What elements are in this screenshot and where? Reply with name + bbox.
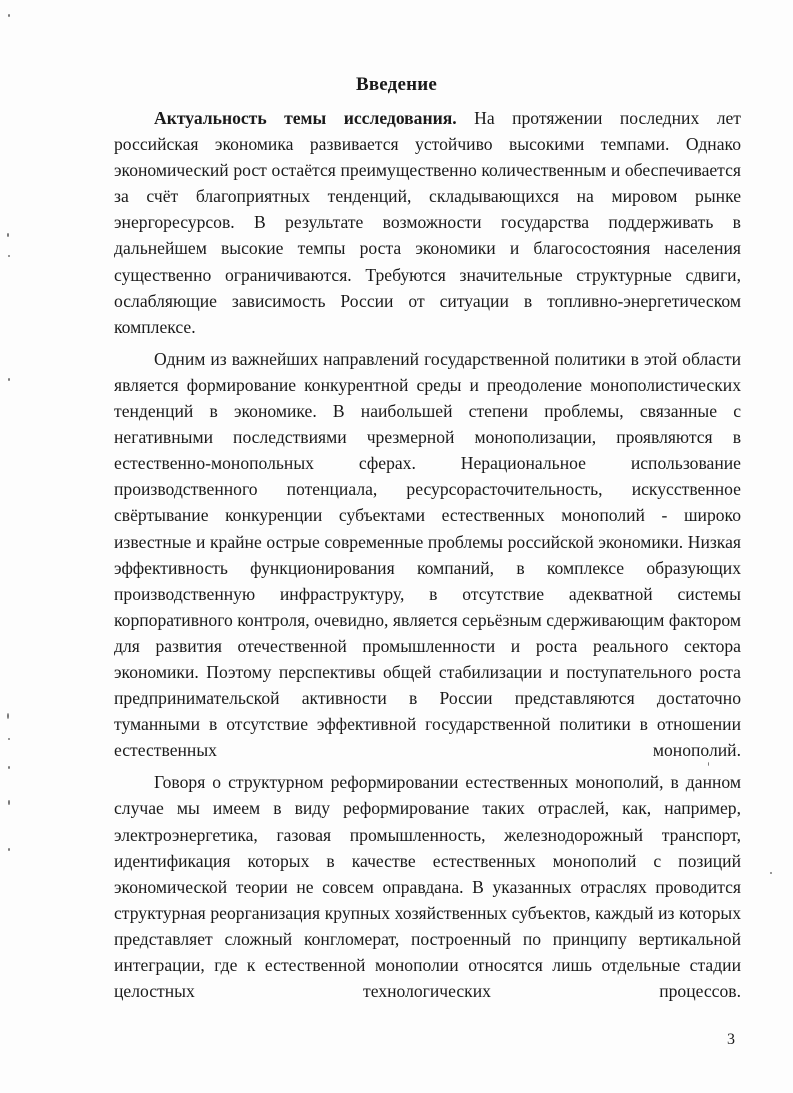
body-text: [114, 105, 741, 1004]
scan-speck: [7, 713, 9, 719]
paragraph-3: Говоря о структурном реформировании естественных монополий, в данном случае мы имеем в виду реформирование таких отраслей, как, например, электроэнергетика, газовая промышленность, железнодорожный транспорт, идентификация которых в качестве естественных монополий с позиций экономической теории не совсем оправдана. В указанных отраслях проводится структурная реорганизация крупных хозяйственных субъектов, каждый из которых представляет сложный конгломерат, построенный по принципу вертикальной интеграции, где к естественной монополии относятся лишь отдельные стадии целостных технологических процессов.: [114, 772, 741, 1002]
scan-speck: [8, 738, 10, 740]
scan-speck: [8, 766, 10, 769]
scan-speck: [8, 800, 10, 805]
section-heading: Введение: [355, 74, 438, 95]
scan-speck: [8, 848, 10, 851]
scan-speck: [770, 872, 772, 874]
paragraph-1: [114, 105, 741, 340]
paragraph-1-text: На протяжении последних лет российская экономика развивается устойчиво высокими темпами. Однако экономический рост остаётся преимущественно количественным и обеспечивается за счёт благоприятных тенденций, складывающихся на мировом рынке энергоресурсов. В результате возможности государства поддерживать в дальнейшем высокие темпы роста экономики и благосостояния населения существенно ограничиваются. Требуются значительные структурные сдвиги, ослабляющие зависимость России от ситуации в топливно-энергетическом комплексе.: [114, 108, 741, 337]
paragraph-2: Одним из важнейших направлений государственной политики в этой области является формирование конкурентной среды и преодоление монополистических тенденций в экономике. В наибольшей степени проблемы, связанные с негативными последствиями чрезмерной монополизации, проявляются в естественно-монопольных сферах. Нерациональное использование производственного потенциала, ресурсорасточительность, искусственное свёртывание конкуренции субъектами естественных монополий - широко известные и крайне острые современные проблемы российской экономики. Низкая эффективность функционирования компаний, в комплексе образующих производственную инфраструктуру, в отсутствие адекватной системы корпоративного контроля, очевидно, является серьёзным сдерживающим фактором для развития отечественной промышленности и роста реального сектора экономики. Поэтому перспективы общей стабилизации и поступательного роста предпринимательской активности в России представляются достаточно туманными в отсутствие эффективной государственной политики в отношении естественных монополий.: [114, 348, 741, 761]
scan-speck: [8, 378, 10, 381]
page-number: 3: [727, 1031, 735, 1048]
scan-speck: [8, 255, 10, 257]
paragraph-1-lead: Актуальность темы исследования.: [154, 108, 457, 128]
scan-speck: [8, 14, 10, 17]
scan-speck: [708, 762, 709, 766]
scan-speck: [7, 233, 9, 237]
